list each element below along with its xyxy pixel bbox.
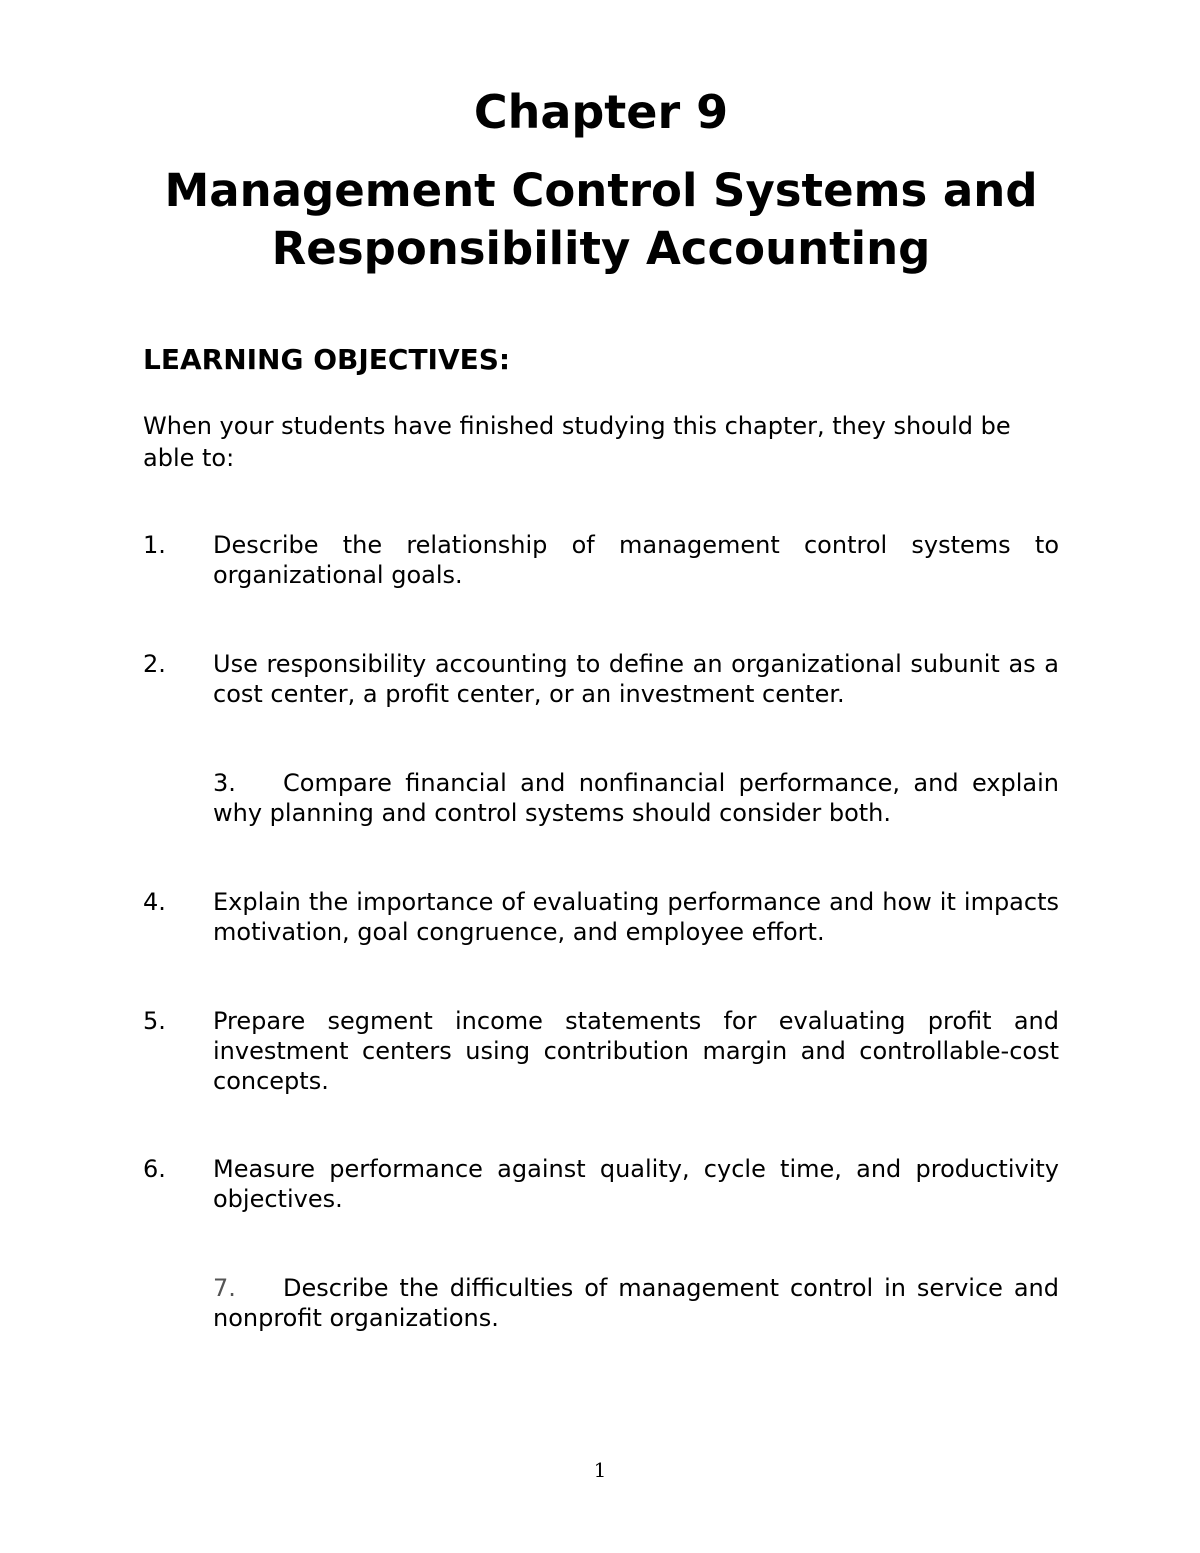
objective-number: 6. bbox=[143, 1155, 166, 1183]
objective-paragraph bbox=[213, 1273, 1059, 1333]
chapter-subtitle bbox=[143, 162, 1059, 278]
objective-number: 1. bbox=[143, 531, 166, 559]
objective-text: Explain the importance of evaluating performance and how it impacts motivation, goal congruence, and employee effort. bbox=[213, 888, 1059, 946]
objective-item bbox=[143, 530, 1059, 590]
objective-text: Prepare segment income statements for evaluating profit and investment centers using contribution margin and controllable-cost concepts. bbox=[213, 1007, 1059, 1095]
objective-text: Use responsibility accounting to define an organizational subunit as a cost center, a profit center, or an investment center. bbox=[213, 650, 1059, 708]
intro-paragraph: When your students have finished studying this chapter, they should be able to: bbox=[143, 412, 1011, 472]
chapter-subtitle-line2: Responsibility Accounting bbox=[271, 222, 931, 275]
objective-paragraph bbox=[213, 768, 1059, 828]
objective-item bbox=[213, 1273, 1059, 1333]
objective-text: Compare financial and nonfinancial performance, and explain why planning and control systems should consider both. bbox=[213, 769, 1059, 827]
objective-text: Describe the relationship of management control systems to organizational goals. bbox=[213, 531, 1059, 589]
objective-number: 2. bbox=[143, 650, 166, 678]
objective-text: Measure performance against quality, cycle time, and productivity objectives. bbox=[213, 1155, 1059, 1213]
objective-text: Describe the difficulties of management control in service and nonprofit organizations. bbox=[213, 1274, 1059, 1332]
page-number: 1 bbox=[593, 1458, 607, 1482]
objective-item bbox=[143, 1154, 1059, 1214]
objective-number: 5. bbox=[143, 1007, 166, 1035]
chapter-title: Chapter 9 bbox=[473, 85, 729, 139]
objective-number: 3. bbox=[213, 769, 236, 797]
learning-objectives-heading: LEARNING OBJECTIVES: bbox=[143, 343, 511, 376]
objective-number: 7. bbox=[213, 1274, 236, 1302]
objective-item bbox=[143, 1006, 1059, 1096]
objective-item bbox=[213, 768, 1059, 828]
objective-item bbox=[143, 649, 1059, 709]
chapter-subtitle-line1: Management Control Systems and bbox=[164, 164, 1038, 217]
objective-item bbox=[143, 887, 1059, 947]
objective-number: 4. bbox=[143, 888, 166, 916]
